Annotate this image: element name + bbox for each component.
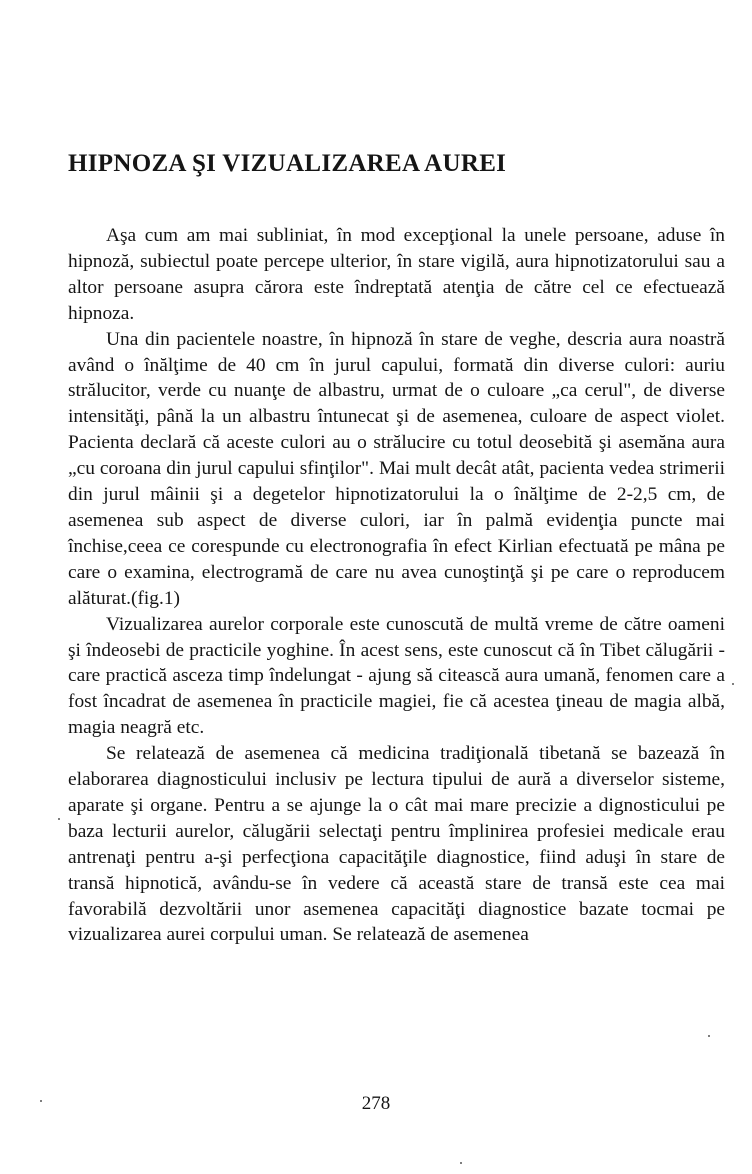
paragraph: Aşa cum am mai subliniat, în mod excepţional la unele persoane, aduse în hipnoză, subiectul poate percepe ulterior, în stare vigilă, aura hipnotizatorului sau a altor persoane asupra cărora este îndreptată atenţia de către cel ce efectuează hipnoza. — [68, 225, 725, 324]
scan-speck — [732, 683, 734, 685]
body-text — [68, 223, 725, 948]
scan-speck — [58, 818, 60, 820]
page-number: 278 — [361, 1093, 391, 1114]
scan-speck — [40, 1100, 42, 1102]
chapter-title: HIPNOZA ŞI VIZUALIZAREA AUREI — [68, 149, 507, 177]
paragraph: Vizualizarea aurelor corporale este cunoscută de multă vreme de către oameni şi îndeosebi de practicile yoghine. În acest sens, este cunoscut că în Tibet călugării - care practică asceza timp îndelungat - ajung să citească aura umană, fenomen care a fost încadrat de asemenea în practicile magiei, fie că acestea ţineau de magia albă, magia neagră etc. — [68, 613, 725, 739]
scan-speck — [708, 1035, 710, 1037]
paragraph: Se relatează de asemenea că medicina tradiţională tibetană se bazează în elaborarea diagnosticului inclusiv pe lectura tipului de aură a diverselor sisteme, aparate şi organe. Pentru a se ajunge la o cât mai mare precizie a dignosticului pe baza lecturii aurelor, călugării selectaţi pentru împlinirea profesiei medicale erau antrenaţi pentru a-şi perfecţiona capacităţile diagnostice, fiind aduşi în stare de transă hipnotică, avându-se în vedere că această stare de transă este cea mai favorabilă dezvoltării unor asemenea capacităţi diagnostice bazate tocmai pe vizualizarea aurei corpului uman. Se relatează de asemenea — [68, 743, 725, 946]
paragraph: Una din pacientele noastre, în hipnoză în stare de veghe, descria aura noastră având o înălţime de 40 cm în jurul capului, formată din diverse culori: auriu strălucitor, verde cu nuanţe de albastru, urmat de o culoare „ca cerul", de diverse intensităţi, până la un albastru întunecat şi de asemenea, culoare de aspect violet. Pacienta declară că aceste culori au o strălucire cu totul deosebită şi asemăna aura „cu coroana din jurul capului sfinţilor". Mai mult decât atât, pacienta vedea strimerii din jurul mâinii şi a degetelor hipnotizatorului la o înălţime de 2-2,5 cm, de asemenea sub aspect de diverse culori, iar în palmă evidenţia puncte mai închise,ceea ce corespunde cu electronografia în efect Kirlian efectuată pe mâna pe care o examina, electrogramă de care nu avea cunoştinţă şi pe care o reproducem alăturat.(fig.1) — [68, 328, 725, 609]
scan-speck — [460, 1162, 462, 1164]
